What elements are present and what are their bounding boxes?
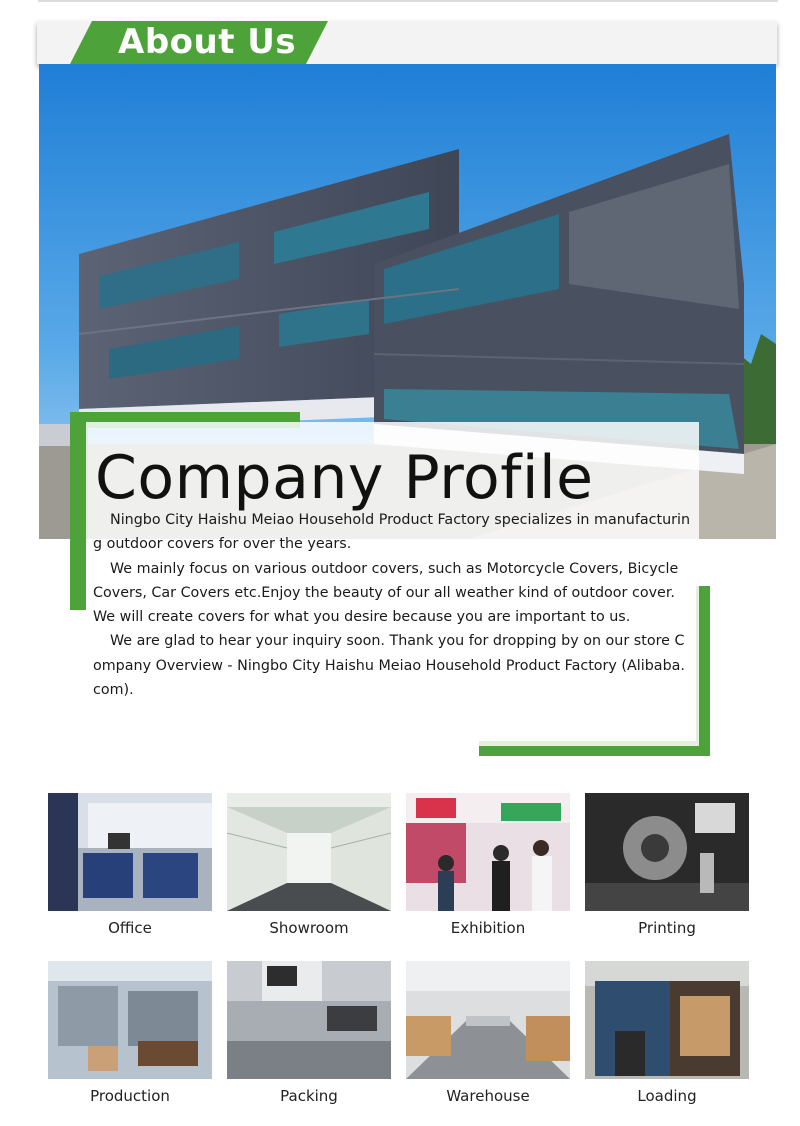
gallery-item-packing [227, 961, 391, 1105]
gallery-caption: Production [90, 1087, 170, 1105]
gallery-item-printing [585, 793, 749, 937]
company-profile-text [93, 508, 691, 702]
about-us-title: About Us [118, 22, 297, 62]
gallery-caption: Loading [637, 1087, 697, 1105]
gallery-item-warehouse [406, 961, 570, 1105]
packing-photo [227, 961, 391, 1079]
gallery-caption: Exhibition [450, 919, 526, 937]
profile-paragraph: We mainly focus on various outdoor covers, such as Motorcycle Covers, Bicycle Covers, Car Covers etc.Enjoy the beauty of our all weather kind of outdoor cover. We will create covers for what you desire because you are important to us. [93, 560, 679, 626]
company-profile-title: Company Profile [95, 443, 594, 513]
gallery-item-exhibition [406, 793, 570, 937]
gallery-item-office [48, 793, 212, 937]
gallery-caption: Showroom [269, 919, 349, 937]
gallery-caption: Printing [638, 919, 696, 937]
exhibition-photo [406, 793, 570, 911]
gallery-caption: Office [108, 919, 152, 937]
office-photo [48, 793, 212, 911]
top-divider [38, 0, 778, 2]
printing-photo [585, 793, 749, 911]
gallery-item-loading [585, 961, 749, 1105]
production-photo [48, 961, 212, 1079]
warehouse-photo [406, 961, 570, 1079]
profile-paragraph: Ningbo City Haishu Meiao Household Product Factory specializes in manufacturing outdoor covers for over the years. [93, 512, 691, 553]
gallery-item-production [48, 961, 212, 1105]
gallery-caption: Warehouse [446, 1087, 530, 1105]
gallery-item-showroom [227, 793, 391, 937]
gallery-caption: Packing [280, 1087, 338, 1105]
loading-photo [585, 961, 749, 1079]
profile-paragraph: We are glad to hear your inquiry soon. Thank you for dropping by on our store Company Overview - Ningbo City Haishu Meiao Household Product Factory (Alibaba.com). [93, 633, 685, 699]
showroom-photo [227, 793, 391, 911]
